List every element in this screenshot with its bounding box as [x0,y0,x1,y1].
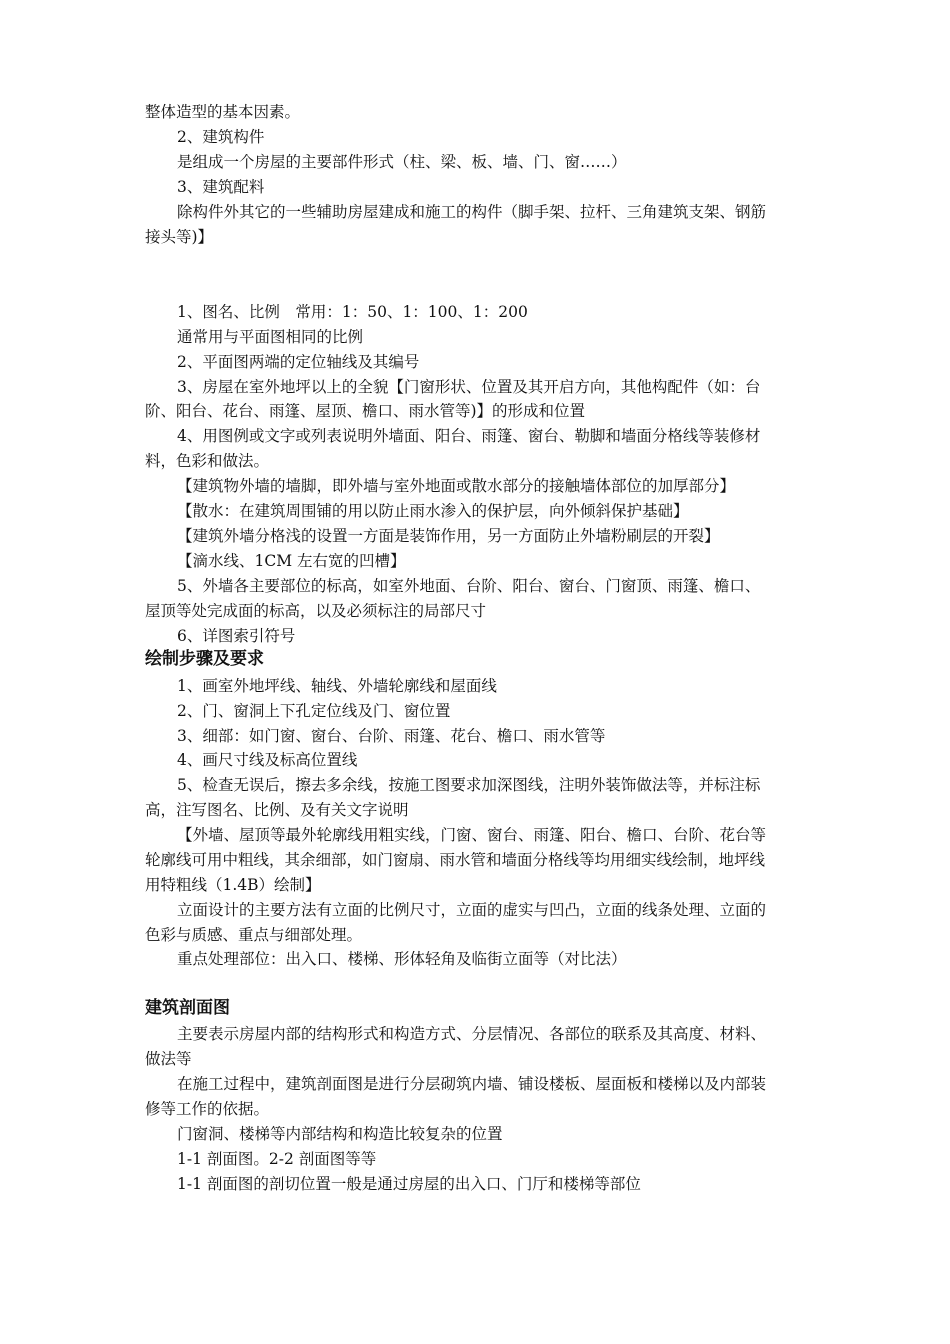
paragraph-line: 接头等)】 [145,228,214,246]
paragraph-line: 做法等 [145,1050,192,1068]
paragraph-line: 4、画尺寸线及标高位置线 [177,751,358,769]
paragraph-line: 1-1 剖面图的剖切位置一般是通过房屋的出入口、门厅和楼梯等部位 [177,1175,641,1193]
paragraph-line: 高，注写图名、比例、及有关文字说明 [145,801,409,819]
paragraph-line: 5、检查无误后，擦去多余线，按施工图要求加深图线，注明外装饰做法等，并标注标 [177,776,761,794]
paragraph-line: 除构件外其它的一些辅助房屋建成和施工的构件（脚手架、拉杆、三角建筑支架、钢筋 [177,203,767,221]
paragraph-line: 轮廓线可用中粗线，其余细部，如门窗扇、雨水管和墙面分格线等均用细实线绘制，地坪线 [145,851,766,869]
paragraph-line: 2、平面图两端的定位轴线及其编号 [177,353,420,371]
paragraph-line: 1、图名、比例 常用：1：50、1：100、1：200 [177,303,528,321]
paragraph-line: 1、画室外地坪线、轴线、外墙轮廓线和屋面线 [177,677,497,695]
paragraph-line: 1-1 剖面图。2-2 剖面图等等 [177,1150,377,1168]
paragraph-line: 【散水：在建筑周围铺的用以防止雨水渗入的保护层，向外倾斜保护基础】 [177,502,689,520]
paragraph-line: 整体造型的基本因素。 [145,103,301,121]
paragraph-line: 主要表示房屋内部的结构形式和构造方式、分层情况、各部位的联系及其高度、材料、 [177,1025,767,1043]
paragraph-line: 立面设计的主要方法有立面的比例尺寸，立面的虚实与凹凸，立面的线条处理、立面的 [177,901,767,919]
paragraph-line: 在施工过程中，建筑剖面图是进行分层砌筑内墙、铺设楼板、屋面板和楼梯以及内部装 [177,1075,767,1093]
paragraph-line: 用特粗线（1.4B）绘制】 [145,876,321,894]
paragraph-line: 2、门、窗洞上下孔定位线及门、窗位置 [177,702,451,720]
paragraph-line: 【外墙、屋顶等最外轮廓线用粗实线，门窗、窗台、雨篷、阳台、檐口、台阶、花台等 [177,826,767,844]
paragraph-line: 重点处理部位：出入口、楼梯、形体轻角及临街立面等（对比法） [177,950,627,968]
paragraph-line: 3、房屋在室外地坪以上的全貌【门窗形状、位置及其开启方向，其他构配件（如：台 [177,378,761,396]
paragraph-line: 3、建筑配料 [177,178,265,196]
paragraph-line: 5、外墙各主要部位的标高，如室外地面、台阶、阳台、窗台、门窗顶、雨篷、檐口、 [177,577,761,595]
paragraph-line: 屋顶等处完成面的标高，以及必须标注的局部尺寸 [145,602,487,620]
paragraph-line: 2、建筑构件 [177,128,265,146]
section-heading: 建筑剖面图 [145,998,230,1018]
paragraph-line: 通常用与平面图相同的比例 [177,328,364,346]
paragraph-line: 阶、阳台、花台、雨篷、屋顶、檐口、雨水管等)】的形成和位置 [145,402,586,420]
paragraph-line: 【建筑外墙分格浅的设置一方面是装饰作用，另一方面防止外墙粉刷层的开裂】 [177,527,720,545]
paragraph-line: 【滴水线、1CM 左右宽的凹槽】 [177,552,406,570]
paragraph-line: 料，色彩和做法。 [145,452,270,470]
paragraph-line: 【建筑物外墙的墙脚，即外墙与室外地面或散水部分的接触墙体部位的加厚部分】 [177,477,736,495]
paragraph-line: 6、详图索引符号 [177,627,296,645]
paragraph-line: 修等工作的依据。 [145,1100,270,1118]
paragraph-line: 色彩与质感、重点与细部处理。 [145,926,363,944]
paragraph-line: 门窗洞、楼梯等内部结构和构造比较复杂的位置 [177,1125,503,1143]
paragraph-line: 是组成一个房屋的主要部件形式（柱、梁、板、墙、门、窗……） [177,153,627,171]
paragraph-line: 3、细部：如门窗、窗台、台阶、雨篷、花台、檐口、雨水管等 [177,727,606,745]
paragraph-line: 4、用图例或文字或列表说明外墙面、阳台、雨篷、窗台、勒脚和墙面分格线等装修材 [177,427,761,445]
section-heading: 绘制步骤及要求 [145,649,264,669]
